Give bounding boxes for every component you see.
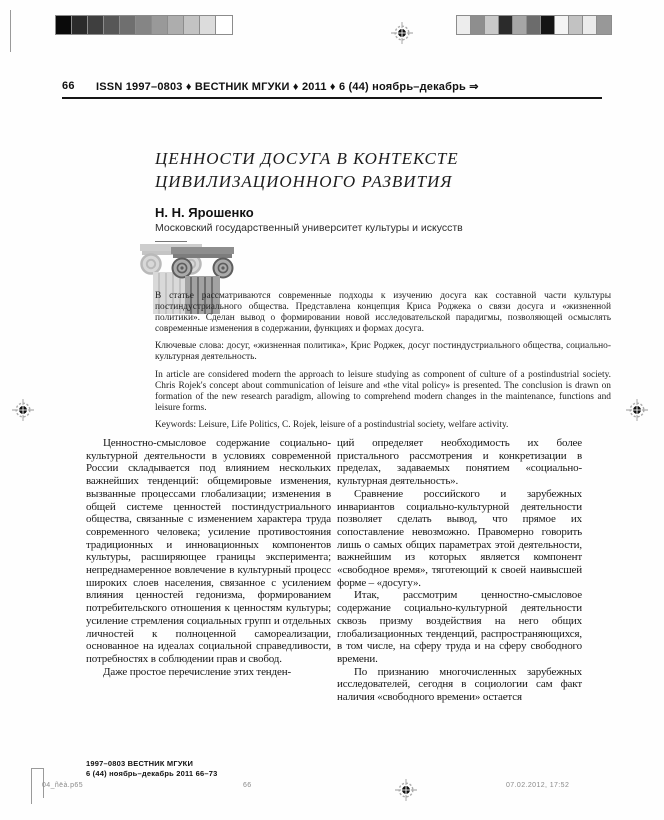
swatch [168, 16, 184, 34]
author-affiliation: Московский государственный университет культуры и искусств [155, 222, 463, 234]
swatch [583, 16, 597, 34]
swatch [471, 16, 485, 34]
article-title-line1: ЦЕННОСТИ ДОСУГА В КОНТЕКСТЕ [155, 149, 459, 168]
swatch [184, 16, 200, 34]
article-title [155, 147, 585, 193]
swatch [152, 16, 168, 34]
body-paragraph: Ценностно-смысловое содержание социально-культурной деятельности в условиях современной России складывается под влиянием нескольких важнейших тенденций: общемировые изменения, вызванные процессами глобализации; изменения в общей системе ценностей постиндустриального общества, связанные с изменением характера труда современного человека; усиление противостояния традиционных и инновационных компонентов культуры, расширяющее границы эксперимента; непреднамеренное вовлечение в культурный процесс широких слоев населения, связанное с усилением влияния ценностей гедонизма, формированием потребительского отношения к ценностям культуры; усиление стремления социальных групп и отдельных личностей к полноценной самореализации, основанное на идеалах социальной справедливости, потребностях в соблюдении прав и свобод. [86, 437, 331, 665]
calibration-bar-left [55, 15, 233, 35]
swatch [541, 16, 555, 34]
header-rule [62, 97, 602, 99]
scan-page-number: 66 [243, 782, 252, 789]
swatch [136, 16, 152, 34]
swatch [485, 16, 499, 34]
keywords-russian: Ключевые слова: досуг, «жизненная политика», Крис Роджек, досуг постиндустриального общества, социально-культурная деятельность. [155, 341, 611, 363]
swatch [457, 16, 471, 34]
swatch [513, 16, 527, 34]
swatch [200, 16, 216, 34]
swatch [216, 16, 232, 34]
swatch [120, 16, 136, 34]
body-paragraph: ций определяет необходимость их более пристального рассмотрения и конкретизации в пределах, задаваемых понятием «социально-культурная деятельность». [337, 437, 582, 488]
calibration-bar-right [456, 15, 612, 35]
running-head-page-number: 66 [62, 80, 75, 92]
swatch [569, 16, 583, 34]
registration-mark-icon [12, 399, 34, 421]
journal-footnote-line1: 1997–0803 ВЕСТНИК МГУКИ [86, 759, 194, 768]
journal-footnote [86, 759, 331, 779]
body-paragraph: По признанию многочисленных зарубежных исследователей, сегодня в социологии сам факт наличия «свободного времени» остается [337, 665, 582, 704]
swatch [499, 16, 513, 34]
body-column-left [86, 437, 331, 779]
swatch [56, 16, 72, 34]
body-paragraph: Сравнение российского и зарубежных инвариантов социально-культурной деятельности позволяет сделать вывод, что прямое их сопоставление невозможно. Правомерно говорить лишь о самых общих параметрах этой деятельности, важнейшим из которых является компонент «свободное время», тяготеющий к своей наивысшей форме – «досугу». [337, 487, 582, 589]
registration-mark-icon [391, 22, 413, 44]
running-head-journal-line: ISSN 1997–0803 ♦ ВЕСТНИК МГУКИ ♦ 2011 ♦ 6 (44) ноябрь–декабрь ⇒ [96, 81, 479, 93]
swatch [527, 16, 541, 34]
swatch [72, 16, 88, 34]
swatch [104, 16, 120, 34]
trim-mark [31, 768, 44, 769]
registration-mark-icon [626, 399, 648, 421]
left-column-text [86, 437, 331, 678]
abstract-block [155, 291, 611, 437]
abstract-russian: В статье рассматриваются современные подходы к изучению досуга как составной части культуры постиндустриального общества. Представлена концепция Криса Роджека о связи досуга и «жизненной политики». Сделан вывод о формировании новой исследовательской парадигмы, позволяющей осмыслять современные изменения в содержании, функциях и формах досуга. [155, 291, 611, 335]
trim-mark [10, 10, 11, 52]
affiliation-rule [155, 241, 187, 242]
body-paragraph: Итак, рассмотрим ценностно-смысловое содержание социально-культурной деятельности сквозь призму воздействия на него общих глобализационных тенденций, распространяющихся, в том числе, на сферу труда и на сферу свободного времени. [337, 589, 582, 665]
body-column-right [337, 437, 582, 704]
keywords-english: Keywords: Leisure, Life Politics, C. Rojek, leisure of a postindustrial society, welfare activity. [155, 419, 509, 430]
swatch [555, 16, 569, 34]
journal-footnote-line2: 6 (44) ноябрь–декабрь 2011 66–73 [86, 769, 218, 778]
article-title-line2: ЦИВИЛИЗАЦИОННОГО РАЗВИТИЯ [155, 172, 453, 191]
trim-mark [31, 768, 32, 804]
scan-file-label: 04_ñëà.p65 [42, 782, 83, 789]
swatch [597, 16, 611, 34]
registration-mark-icon [395, 779, 417, 801]
body-paragraph: Даже простое перечисление этих тенден- [103, 665, 291, 678]
abstract-english: In article are considered modern the approach to leisure studying as component of culture of a postindustrial society. Chris Rojek's concept about communication of leisure and «the vital policy» is presented. The conclusion is drawn on formation of the new research paradigm, allowing to comprehend modern changes in the maintenance, functions and leisure forms. [155, 369, 611, 413]
swatch [88, 16, 104, 34]
scan-datetime: 07.02.2012, 17:52 [506, 782, 570, 789]
author-name: Н. Н. Ярошенко [155, 205, 254, 220]
